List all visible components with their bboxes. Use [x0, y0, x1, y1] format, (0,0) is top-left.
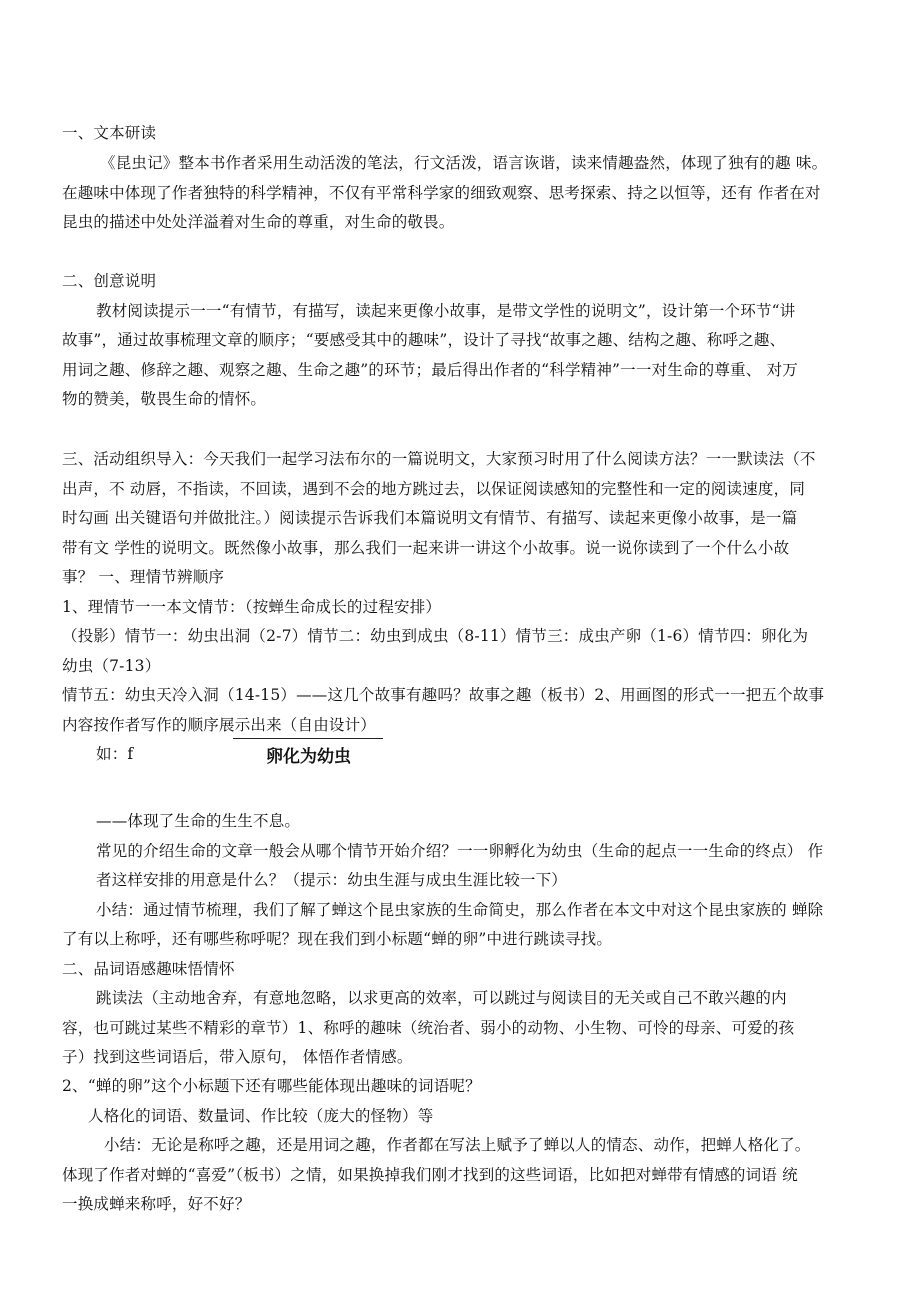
paragraph-line: 了有以上称呼，还有哪些称呼呢？现在我们到小标题“蝉的卵”中进行跳读寻找。 [62, 930, 613, 948]
example-prefix: 如：f [96, 745, 134, 763]
paragraph-line: （投影）情节一：幼虫出洞（2-7）情节二：幼虫到成虫（8-11）情节三：成虫产卵（1-6）情节四：卵化为 [62, 627, 809, 645]
paragraph-line: 容，也可跳过某些不精彩的章节）1、称呼的趣味（统治者、弱小的动物、小生物、可怜的母亲、可爱的孩 [62, 1019, 795, 1037]
paragraph-line: 一换成蝉来称呼，好不好？ [62, 1195, 251, 1213]
section-heading-creative-notes: 二、创意说明 [62, 272, 157, 290]
paragraph-line: 小结：通过情节梳理，我们了解了蝉这个昆虫家族的生命简史，那么作者在本文中对这个昆虫家族的 蝉除 [96, 901, 824, 919]
paragraph-line: 三、活动组织导入：今天我们一起学习法布尔的一篇说明文，大家预习时用了什么阅读方法？一一默读法（不 [62, 450, 816, 468]
paragraph-line: 情节五：幼虫天冷入洞（14-15）——这几个故事有趣吗？故事之趣（板书）2、用画图的形式一一把五个故事 [62, 686, 825, 704]
paragraph-line: 者这样安排的用意是什么？（提示：幼虫生涯与成虫生涯比较一下） [96, 871, 568, 889]
paragraph-line: 幼虫（7-13） [62, 657, 161, 675]
paragraph-line: 子）找到这些词语后，带入原句， 体悟作者情感。 [62, 1048, 413, 1066]
diagram-line [233, 738, 383, 739]
paragraph-line: 跳读法（主动地舍弃，有意地忽略，以求更高的效率，可以跳过与阅读目的无关或自己不敢兴趣的内 [96, 989, 787, 1007]
paragraph-line: 在趣味中体现了作者独特的科学精神，不仅有平常科学家的细致观察、思考探索、持之以恒等，还有 作者在对 [62, 184, 821, 202]
paragraph-line: 时勾画 出关键语句并做批注。）阅读提示告诉我们本篇说明文有情节、有描写、读起来更像小故事，是一篇 [62, 509, 798, 527]
paragraph-line: ——体现了生命的生生不息。 [96, 812, 301, 830]
paragraph-line: 昆虫的描述中处处洋溢着对生命的尊重，对生命的敬畏。 [62, 213, 455, 231]
paragraph-line: 用词之趣、修辞之趣、观察之趣、生命之趣”的环节；最后得出作者的“科学精神”一一对生命的尊重、 对万 [62, 361, 799, 379]
paragraph-line: 带有文 学性的说明文。既然像小故事，那么我们一起来讲一讲这个小故事。说一说你读到了一个什么小故 [62, 539, 790, 557]
paragraph-line: 小结：无论是称呼之趣，还是用词之趣，作者都在写法上赋予了蝉以人的情态、动作，把蝉人格化了。 [104, 1136, 811, 1154]
paragraph-line: 故事”，通过故事梳理文章的顺序；“要感受其中的趣味”，设计了寻找“故事之趣、结构之趣、称呼之趣、 [62, 331, 786, 349]
paragraph-line: 出声，不 动唇，不指读，不回读，遇到不会的地方跳过去，以保证阅读感知的完整性和一定的阅读速度，同 [62, 480, 806, 498]
section-heading-text-study: 一、文本研读 [62, 124, 157, 142]
paragraph-line: 人格化的词语、数量词、作比较（庞大的怪物）等 [88, 1107, 434, 1125]
paragraph-line: 事？ 一、理情节辨顺序 [62, 568, 225, 586]
paragraph-line: 《昆虫记》整本书作者采用生动活泼的笔法，行文活泼，语言诙谐，读来情趣盎然，体现了独有的趣 味。 [100, 154, 828, 172]
paragraph-line: 物的赞美，敬畏生命的情怀。 [62, 390, 267, 408]
paragraph-line: 常见的介绍生命的文章一般会从哪个情节开始介绍？一一卵孵化为幼虫（生命的起点一一生命的终点） 作 [96, 842, 824, 860]
section-heading-word-appreciation: 二、品词语感趣味悟情怀 [62, 960, 235, 978]
paragraph-line: 内容按作者写作的顺序展示出来（自由设计） [62, 716, 377, 734]
diagram-label: 卵化为幼虫 [266, 747, 351, 767]
paragraph-line: 体现了作者对蝉的“喜爱”（板书）之情，如果换掉我们刚才找到的这些词语，比如把对蝉带有情感的词语 统 [62, 1166, 798, 1184]
paragraph-line: 1、理情节一一本文情节：（按蝉生命成长的过程安排） [62, 598, 442, 616]
paragraph-line: 教材阅读提示一一“有情节，有描写，读起来更像小故事，是带文学性的说明文”，设计第一个环节“讲 [96, 302, 796, 320]
paragraph-line: 2、“蝉的卵”这个小标题下还有哪些能体现出趣味的词语呢？ [62, 1077, 481, 1095]
